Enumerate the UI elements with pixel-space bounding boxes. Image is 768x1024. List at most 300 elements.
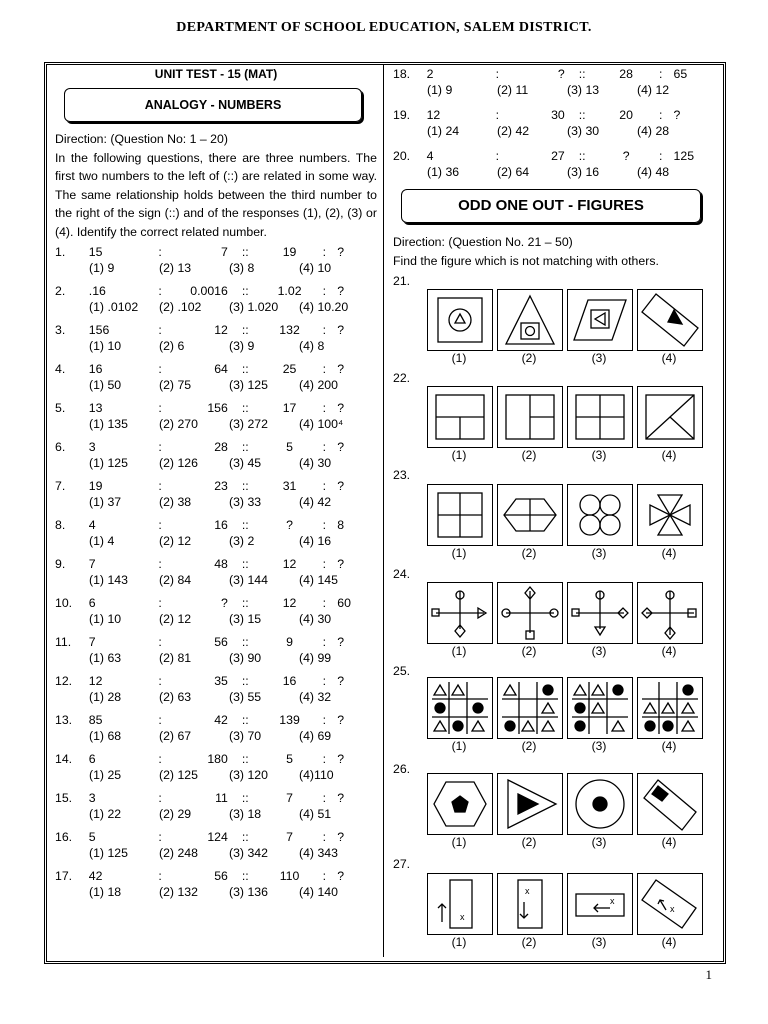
figure-option-label: (3): [591, 351, 607, 365]
term-b: 42: [214, 713, 228, 727]
figure-option-label: (2): [521, 644, 537, 658]
term-c: 25: [282, 362, 297, 376]
colon-separator: :: [158, 401, 162, 415]
answer-option: (4) 343: [299, 846, 338, 860]
term-d: ?: [337, 635, 345, 649]
term-a: 13: [88, 401, 103, 415]
term-b: 180: [207, 752, 228, 766]
figure-option-3-icon: [567, 289, 633, 351]
colon-separator: :: [322, 869, 327, 883]
colon-separator: :: [658, 149, 663, 163]
term-c: ?: [286, 518, 293, 532]
question-item: [55, 244, 377, 276]
term-a: 7: [88, 557, 96, 571]
colon-separator: :: [322, 362, 327, 376]
figure-question-number: 22.: [393, 371, 411, 385]
figure-option-2-icon: [497, 484, 563, 546]
colon-separator: :: [158, 596, 162, 610]
term-b: 0.0016: [190, 284, 228, 298]
answer-option: (1) 36: [427, 165, 460, 179]
answer-option: (3) 33: [229, 495, 262, 509]
answer-option: (2) 125: [159, 768, 198, 782]
term-a: 5: [88, 830, 96, 844]
question-item: [55, 712, 377, 744]
colon-separator: :: [322, 323, 327, 337]
term-d: ?: [337, 401, 345, 415]
answer-option: (3) 45: [229, 456, 262, 470]
answer-option: (4) 8: [299, 339, 325, 353]
figure-option-3-icon: [567, 773, 633, 835]
term-a: 156: [88, 323, 110, 337]
page-number: 1: [705, 967, 712, 982]
question-number: 6.: [55, 440, 66, 454]
figure-option-2-icon: [497, 677, 563, 739]
figure-option-1-icon: [427, 773, 493, 835]
double-colon-separator: ::: [241, 752, 249, 766]
answer-option: (3) 2: [229, 534, 255, 548]
question-number: 1.: [55, 245, 66, 259]
term-c: 5: [286, 440, 293, 454]
term-c: ?: [622, 149, 630, 163]
answer-option: (1) 10: [89, 339, 122, 353]
answer-option: (3) 70: [229, 729, 262, 743]
figure-option-2-icon: [497, 582, 563, 644]
term-a: 16: [88, 362, 103, 376]
double-colon-separator: ::: [241, 713, 249, 727]
figure-option-label: (3): [591, 935, 607, 949]
figure-option-2-icon: [497, 289, 563, 351]
answer-option: (2) 12: [159, 534, 192, 548]
term-d: ?: [337, 557, 345, 571]
colon-separator: :: [322, 518, 327, 532]
question-number: 10.: [55, 596, 73, 610]
term-d: 8: [337, 518, 345, 532]
double-colon-separator: ::: [241, 518, 249, 532]
figure-option-label: (2): [521, 546, 537, 560]
figure-option-label: (2): [521, 351, 537, 365]
colon-separator: :: [322, 713, 327, 727]
answer-option: (4) 69: [299, 729, 332, 743]
colon-separator: :: [158, 791, 162, 805]
left-column: [55, 66, 377, 907]
question-item: [55, 595, 377, 627]
question-number: 8.: [55, 518, 66, 532]
answer-option: (3) 272: [229, 417, 268, 431]
figure-option-3-icon: [567, 484, 633, 546]
double-colon-separator: ::: [241, 323, 249, 337]
answer-option: (4) 100⁴: [299, 417, 344, 431]
question-item: [55, 283, 377, 315]
answer-option: (1) 4: [89, 534, 115, 548]
double-colon-separator: ::: [241, 284, 249, 298]
figure-option-label: (2): [521, 935, 537, 949]
term-a: .16: [88, 284, 106, 298]
answer-option: (4)110: [299, 768, 334, 782]
indent: [55, 806, 89, 822]
question-item: [55, 400, 377, 432]
colon-separator: :: [495, 67, 500, 81]
answer-option: (3) 1.020: [229, 300, 279, 314]
double-colon-separator: ::: [241, 791, 249, 805]
answer-option: (1) 63: [89, 651, 122, 665]
term-c: 139: [279, 713, 300, 727]
figure-option-1-icon: [427, 386, 493, 448]
question-list: [55, 244, 377, 900]
term-c: 1.02: [277, 284, 302, 298]
answer-option: (4) 12: [637, 83, 670, 97]
question-number: 9.: [55, 557, 66, 571]
section2-direction: [393, 233, 713, 270]
term-c: 31: [282, 479, 297, 493]
answer-option: (4) 42: [299, 495, 332, 509]
term-d: 65: [673, 67, 688, 81]
answer-option: (1) 135: [89, 417, 128, 431]
section1-direction-label: Direction: (Question No: 1 – 20): [55, 132, 228, 146]
answer-option: (1) 18: [89, 885, 122, 899]
term-d: ?: [337, 869, 345, 883]
figure-option-label: (3): [591, 644, 607, 658]
term-c: 12: [282, 596, 297, 610]
colon-separator: :: [322, 401, 327, 415]
figure-option-1-icon: [427, 289, 493, 351]
figure-option-4-icon: [637, 386, 703, 448]
question-item: [55, 322, 377, 354]
term-d: ?: [337, 674, 345, 688]
colon-separator: :: [158, 869, 162, 883]
answer-option: (3) 125: [229, 378, 268, 392]
term-c: 17: [282, 401, 297, 415]
answer-option: (2) 67: [159, 729, 192, 743]
question-item: [55, 868, 377, 900]
colon-separator: :: [658, 108, 663, 122]
figure-option-label: (1): [451, 644, 467, 658]
colon-separator: :: [322, 596, 327, 610]
answer-option: (2) 29: [159, 807, 192, 821]
answer-option: (1) 143: [89, 573, 128, 587]
term-a: 4: [88, 518, 96, 532]
question-number: 16.: [55, 830, 73, 844]
answer-option: (1) 50: [89, 378, 122, 392]
figure-option-1-icon: [427, 677, 493, 739]
figure-option-label: (4): [661, 835, 677, 849]
term-d: ?: [337, 713, 345, 727]
unit-title: UNIT TEST - 15 (MAT): [154, 67, 278, 81]
figure-option-label: (3): [591, 546, 607, 560]
term-b: 12: [214, 323, 228, 337]
question-number: 7.: [55, 479, 66, 493]
question-item: [393, 148, 713, 180]
question-item: [55, 556, 377, 588]
term-b: 16: [214, 518, 228, 532]
term-a: 15: [88, 245, 103, 259]
answer-option: (2) 11: [497, 83, 529, 97]
question-number: 11.: [55, 635, 72, 649]
answer-option: (1) 24: [427, 124, 460, 138]
colon-separator: :: [658, 67, 663, 81]
section1-direction: [55, 130, 377, 241]
answer-option: (4) 99: [299, 651, 332, 665]
indent: [55, 650, 89, 666]
indent: [55, 416, 89, 432]
term-b: 30: [551, 108, 565, 122]
question-item: [55, 361, 377, 393]
double-colon-separator: ::: [241, 479, 249, 493]
term-b: 56: [214, 869, 228, 883]
double-colon-separator: ::: [578, 67, 586, 81]
answer-option: (2) 132: [159, 885, 198, 899]
double-colon-separator: ::: [241, 440, 249, 454]
colon-separator: :: [158, 752, 162, 766]
term-b: 11: [215, 791, 228, 805]
colon-separator: :: [158, 830, 162, 844]
answer-option: (1) 22: [89, 807, 122, 821]
term-a: 3: [88, 440, 96, 454]
answer-option: (2) 12: [159, 612, 192, 626]
double-colon-separator: ::: [241, 830, 249, 844]
term-c: 12: [282, 557, 297, 571]
answer-option: (3) 13: [567, 83, 600, 97]
answer-option: (3) 9: [229, 339, 255, 353]
answer-option: (4) 48: [637, 165, 670, 179]
section-title-odd-one-out: ODD ONE OUT - FIGURES: [401, 189, 701, 223]
term-a: 3: [88, 791, 96, 805]
section1-direction-text: In the following questions, there are three numbers. The first two numbers to the left of (::) are related in some way. The same relationship holds between the third number to the right of the sign (::) and of the responses (1), (2), (3) or (4). Identify the correct related number.: [55, 150, 377, 239]
answer-option: (2) 64: [497, 165, 530, 179]
answer-option: (3) 15: [229, 612, 262, 626]
section-title-analogy: ANALOGY - NUMBERS: [64, 88, 362, 122]
question-number: 4.: [55, 362, 66, 376]
indent: [55, 455, 89, 471]
answer-option: (2) 13: [159, 261, 192, 275]
figure-option-4-icon: [637, 484, 703, 546]
answer-option: (1) 37: [89, 495, 122, 509]
term-b: 35: [214, 674, 228, 688]
term-b: ?: [557, 67, 565, 81]
figure-option-label: (4): [661, 448, 677, 462]
figure-option-4-icon: [637, 289, 703, 351]
colon-separator: :: [322, 752, 327, 766]
colon-separator: :: [322, 284, 327, 298]
right-column: [393, 66, 713, 270]
colon-separator: :: [158, 284, 162, 298]
double-colon-separator: ::: [241, 401, 249, 415]
indent: [393, 123, 427, 139]
answer-option: (2) 6: [159, 339, 185, 353]
question-number: 2.: [55, 284, 66, 298]
svg-text:x: x: [460, 912, 465, 922]
colon-separator: :: [158, 518, 162, 532]
question-number: 13.: [55, 713, 73, 727]
term-c: 7: [286, 830, 293, 844]
answer-option: (1) 9: [89, 261, 115, 275]
answer-option: (2) 81: [159, 651, 192, 665]
svg-text:x: x: [610, 896, 615, 906]
answer-option: (2) 270: [159, 417, 198, 431]
question-number: 15.: [55, 791, 73, 805]
indent: [55, 377, 89, 393]
colon-separator: :: [322, 557, 327, 571]
answer-option: (3) 342: [229, 846, 268, 860]
term-a: 4: [426, 149, 434, 163]
answer-option: (1) 9: [427, 83, 453, 97]
figure-option-label: (4): [661, 935, 677, 949]
figure-question-number: 27.: [393, 857, 411, 871]
term-d: ?: [337, 245, 345, 259]
colon-separator: :: [158, 713, 162, 727]
question-item: [393, 66, 713, 98]
answer-option: (3) 30: [567, 124, 600, 138]
figure-question-number: 21.: [393, 274, 411, 288]
figure-option-3-icon: [567, 386, 633, 448]
question-number: 14.: [55, 752, 73, 766]
figure-option-label: (4): [661, 739, 677, 753]
term-b: ?: [221, 596, 228, 610]
term-b: 28: [214, 440, 228, 454]
answer-option: (3) 120: [229, 768, 268, 782]
question-item: [55, 829, 377, 861]
term-c: 5: [286, 752, 293, 766]
figure-option-4-icon: [637, 873, 703, 935]
figure-option-4-icon: [637, 582, 703, 644]
double-colon-separator: ::: [578, 108, 586, 122]
term-d: ?: [337, 440, 345, 454]
figure-option-2-icon: [497, 873, 563, 935]
answer-option: (2) 126: [159, 456, 198, 470]
term-b: 124: [207, 830, 228, 844]
indent: [55, 260, 89, 276]
colon-separator: :: [158, 557, 162, 571]
indent: [393, 82, 427, 98]
question-item: [55, 790, 377, 822]
answer-option: (1) 28: [89, 690, 122, 704]
term-d: ?: [337, 752, 345, 766]
term-a: 2: [426, 67, 434, 81]
term-c: 16: [282, 674, 297, 688]
term-a: 12: [88, 674, 103, 688]
question-item: [55, 478, 377, 510]
double-colon-separator: ::: [241, 635, 249, 649]
term-c: 28: [619, 67, 633, 81]
term-c: 20: [619, 108, 633, 122]
double-colon-separator: ::: [578, 149, 586, 163]
double-colon-separator: ::: [241, 674, 249, 688]
indent: [55, 728, 89, 744]
answer-option: (3) 136: [229, 885, 268, 899]
term-d: 125: [673, 149, 695, 163]
colon-separator: :: [322, 830, 327, 844]
answer-option: (3) 16: [567, 165, 600, 179]
answer-option: (4) 145: [299, 573, 338, 587]
question-number: 20.: [393, 149, 411, 163]
term-d: 60: [337, 596, 351, 610]
indent: [55, 533, 89, 549]
answer-option: (2) 84: [159, 573, 192, 587]
question-list-right: [393, 66, 713, 180]
answer-option: (4) 10: [299, 261, 332, 275]
figure-option-label: (3): [591, 835, 607, 849]
colon-separator: :: [158, 635, 162, 649]
figure-option-label: (3): [591, 739, 607, 753]
answer-option: (2) 75: [159, 378, 192, 392]
answer-option: (2) 42: [497, 124, 530, 138]
figure-option-4-icon: [637, 773, 703, 835]
answer-option: (4) 140: [299, 885, 338, 899]
term-b: 23: [214, 479, 228, 493]
term-a: 6: [88, 596, 96, 610]
answer-option: (4) 10.20: [299, 300, 349, 314]
term-c: 19: [282, 245, 297, 259]
colon-separator: :: [322, 440, 327, 454]
question-item: [55, 634, 377, 666]
answer-option: (2) .102: [159, 300, 202, 314]
figure-option-label: (4): [661, 644, 677, 658]
figure-option-1-icon: [427, 484, 493, 546]
term-d: ?: [337, 362, 345, 376]
term-b: 7: [221, 245, 228, 259]
term-a: 7: [88, 635, 96, 649]
figure-option-label: (1): [451, 935, 467, 949]
colon-separator: :: [158, 323, 162, 337]
term-d: ?: [337, 479, 345, 493]
figure-option-label: (3): [591, 448, 607, 462]
answer-option: (3) 90: [229, 651, 262, 665]
answer-option: (1) .0102: [89, 300, 139, 314]
indent: [55, 338, 89, 354]
svg-text:x: x: [670, 904, 675, 914]
indent: [55, 884, 89, 900]
question-item: [55, 439, 377, 471]
question-item: [55, 751, 377, 783]
figure-option-2-icon: [497, 773, 563, 835]
term-a: 42: [88, 869, 103, 883]
question-number: 17.: [55, 869, 73, 883]
answer-option: (1) 125: [89, 846, 128, 860]
question-item: [393, 107, 713, 139]
answer-option: (4) 32: [299, 690, 332, 704]
answer-option: (1) 10: [89, 612, 122, 626]
figure-question-number: 23.: [393, 468, 411, 482]
answer-option: (3) 18: [229, 807, 262, 821]
figure-option-3-icon: [567, 677, 633, 739]
column-divider: [383, 64, 384, 957]
term-b: 64: [214, 362, 228, 376]
colon-separator: :: [158, 674, 162, 688]
term-a: 85: [88, 713, 103, 727]
figure-option-label: (2): [521, 448, 537, 462]
answer-option: (4) 51: [299, 807, 332, 821]
indent: [55, 767, 89, 783]
answer-option: (2) 248: [159, 846, 198, 860]
figure-option-4-icon: [637, 677, 703, 739]
term-d: ?: [337, 323, 345, 337]
term-d: ?: [337, 791, 345, 805]
double-colon-separator: ::: [241, 557, 249, 571]
term-b: 27: [551, 149, 565, 163]
answer-option: (2) 63: [159, 690, 192, 704]
answer-option: (3) 8: [229, 261, 255, 275]
figure-question-number: 26.: [393, 762, 411, 776]
answer-option: (3) 144: [229, 573, 268, 587]
colon-separator: :: [158, 479, 162, 493]
term-b: 48: [214, 557, 228, 571]
colon-separator: :: [322, 674, 327, 688]
double-colon-separator: ::: [241, 869, 249, 883]
term-d: ?: [337, 284, 345, 298]
double-colon-separator: ::: [241, 362, 249, 376]
term-b: 56: [214, 635, 228, 649]
page-header: DEPARTMENT OF SCHOOL EDUCATION, SALEM DISTRICT.: [176, 20, 592, 35]
answer-option: (4) 200: [299, 378, 338, 392]
